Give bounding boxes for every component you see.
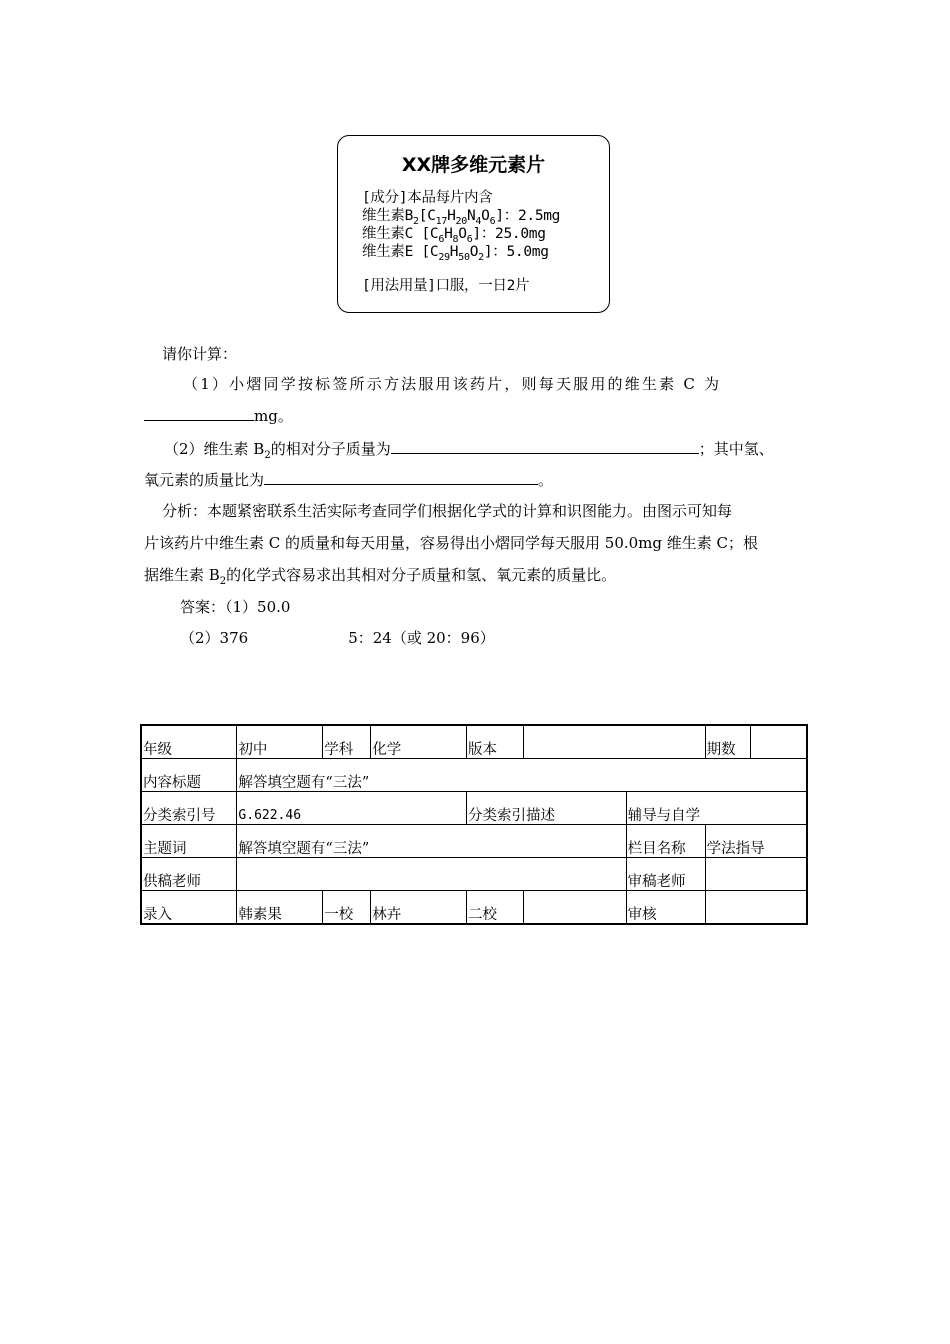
entry-blank — [523, 891, 626, 925]
label-vitamin-b2: 维生素$B_2[C_{17}H_{20}N_4O_6]$：2.5mg — [362, 208, 561, 227]
index-desc-label: 分类索引描述 — [466, 792, 626, 825]
keyword-value: 解答填空题有“三法” — [237, 825, 626, 858]
entry-name-2: 林卉 — [371, 891, 467, 925]
audit-label: 审核 — [626, 891, 705, 925]
subject-value: 化学 — [371, 725, 467, 759]
index-label: 分类索引号 — [141, 792, 237, 825]
reviewer-label: 审稿老师 — [626, 858, 705, 891]
table-row — [141, 792, 807, 825]
entry-school-1: 一校 — [323, 891, 371, 925]
answer-line-1: 答案：（1）50.0 — [180, 598, 291, 616]
issue-label: 期数 — [705, 725, 750, 759]
grade-label: 年级 — [141, 725, 237, 759]
entry-school-2: 二校 — [466, 891, 523, 925]
column-value: 学法指导 — [705, 825, 807, 858]
question-1-line-2: mg。 — [144, 404, 293, 426]
answer-blank-2[interactable] — [391, 437, 699, 454]
table-row — [141, 759, 807, 792]
teacher-label: 供稿老师 — [141, 858, 237, 891]
edition-label: 版本 — [466, 725, 523, 759]
reviewer-value — [705, 858, 807, 891]
question-2-line-1: （2）维生素 $B_2$的相对分子质量为 ；其中氢、 — [164, 437, 774, 466]
table-row — [141, 891, 807, 925]
product-label — [337, 135, 610, 313]
edition-value — [523, 725, 705, 759]
metadata-table — [140, 724, 808, 925]
title-label: 内容标题 — [141, 759, 237, 792]
grade-value: 初中 — [237, 725, 323, 759]
answer-blank-1[interactable] — [144, 404, 254, 421]
teacher-value — [237, 858, 626, 891]
entry-name-1: 韩素果 — [237, 891, 323, 925]
issue-value — [750, 725, 807, 759]
analysis-line-1: 分析：本题紧密联系生活实际考查同学们根据化学式的计算和识图能力。由图示可知每 — [162, 502, 733, 520]
index-desc-value: 辅导与自学 — [626, 792, 807, 825]
label-ingredients-heading: [成分]本品每片内含 — [362, 190, 493, 206]
column-label: 栏目名称 — [626, 825, 705, 858]
table-row — [141, 825, 807, 858]
analysis-line-3: 据维生素 $B_2$的化学式容易求出其相对分子质量和氢、氧元素的质量比。 — [144, 566, 617, 587]
entry-label: 录入 — [141, 891, 237, 925]
prompt-text: 请你计算： — [162, 345, 238, 363]
answer-blank-3[interactable] — [264, 468, 538, 485]
label-title: XX牌多维元素片 — [401, 154, 546, 176]
audit-value — [705, 891, 807, 925]
label-vitamin-e: 维生素E $[C_{29}H_{50}O_2]$：5.0mg — [362, 244, 549, 263]
question-2-line-2: 氧元素的质量比为 。 — [144, 468, 553, 490]
question-1-line-1: （1）小熠同学按标签所示方法服用该药片，则每天服用的维生素 C 为 — [183, 375, 722, 393]
table-row — [141, 858, 807, 891]
keyword-label: 主题词 — [141, 825, 237, 858]
answer-line-2: （2）376 5：24（或 20：96） — [180, 629, 495, 647]
subject-label: 学科 — [323, 725, 371, 759]
title-value: 解答填空题有“三法” — [237, 759, 807, 792]
table-row — [141, 725, 807, 759]
label-vitamin-c: 维生素C $[C_6H_8O_6]$：25.0mg — [362, 226, 546, 245]
analysis-line-2: 片该药片中维生素 C 的质量和每天用量，容易得出小熠同学每天服用 50.0mg 维生素 C；根 — [144, 534, 759, 552]
label-usage: [用法用量]口服，一日2片 — [362, 278, 530, 294]
index-value: G.622.46 — [237, 792, 467, 825]
